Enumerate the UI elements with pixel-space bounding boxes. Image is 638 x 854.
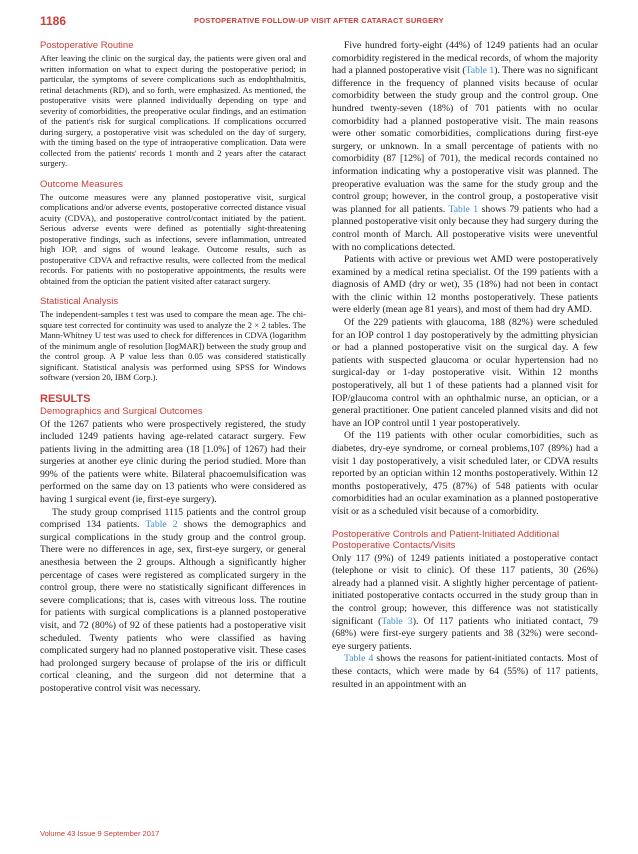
statistical-analysis-section: [40, 296, 306, 383]
amd-paragraph: Patients with active or previous wet AMD were postoperatively examined by a medical retina specialist. Of the 199 patients with a diagnosis of AMD (dry or wet), 35 (18%) had not been in contact with the clinic within 12 months postoperatively. These patients were elderly (mean age 81 years), and most of them had dry AMD.: [332, 254, 598, 316]
page-header: [40, 14, 598, 34]
statistical-analysis-heading: Statistical Analysis: [40, 296, 119, 307]
results-heading: RESULTS: [40, 392, 91, 405]
outcome-measures-heading: Outcome Measures: [40, 178, 123, 190]
results-paragraph-1: Of the 1267 patients who were prospectively registered, the study included 1249 patients having age-related cataract surgery. Few patients living in the admitting area (18 [1.0%] of 1267) had their surgeries at another eye clinic during the period studied. More than 99% of the patients were white. Bilateral phacoemulsification was performed on the same day on 13 patients who were considered as having 1 surgical event (ie, first-eye surgery).: [40, 418, 306, 506]
table-2-link[interactable]: Table 2: [145, 519, 178, 531]
comorbidity-paragraph: Five hundred forty-eight (44%) of 1249 patients had an ocular comorbidity registered in the medical records, of whom the majority had a planned postoperative visit (Table 1). There was no significant difference in the frequency of planned visits because of ocular comorbidity between the study group and the control group. One hundred twenty-seven (18%) of 701 patients with no ocular comorbidity had a planned postoperative visit. The main reasons were other somatic comorbidities, complications during first-eye surgery, or unknown. In a small percentage of patients with no comorbidity (87 [12%] of 701), the medical records contained no information indicating why a postoperative visit was planned. The preoperative evaluation was the same for the study group and the control group; however, in the control group, a postoperative visit was planned for all patients. Table 1 shows 79 patients who had a planned postoperative visit only because they had surgery during the control month of March. All postoperative visits were uneventful with no complications detected.: [332, 40, 598, 253]
table-3-link[interactable]: Table 3: [381, 615, 413, 627]
patient-contacts-heading: Postoperative Controls and Patient-Initiated Additional Postoperative Contacts/Visits: [332, 528, 560, 551]
postoperative-routine-text: After leaving the clinic on the surgical day, the patients were given oral and written information on what to expect during the postoperative period; in particular, the symptoms of severe complications such as endophthalmitis, retinal detachments (RD), and so forth, were emphasized. As mentioned, the postoperative visits were planned individually depending on type and severity of comorbidities, the preoperative ocular findings, and an estimation of the patient's risk for surgical complications. If complications occurred during surgery, a postoperative visit was scheduled on the day of surgery, with the timing based on the type of intraoperative complication. Data were collected from the patients' records 1 month and 2 years after the cataract surgery.: [40, 53, 306, 168]
running-title: POSTOPERATIVE FOLLOW-UP VISIT AFTER CATARACT SURGERY: [194, 16, 444, 25]
table-1-link-second[interactable]: Table 1: [448, 203, 479, 215]
glaucoma-paragraph: Of the 229 patients with glaucoma, 188 (82%) were scheduled for an IOP control 1 day postoperatively by the admitting physician or had a planned postoperative visit on the surgical day. A few patients with suspected glaucoma or ocular hypertension had no surgical-day or 1-day postoperative visit. Within 12 months postoperatively, all but 1 of these patients had a planned visit for IOP/glaucoma control with an ophthalmic nurse, an optician, or a general practitioner. One patient canceled planned visits and did not have an IOP control until 1 year postoperatively.: [332, 317, 598, 429]
patient-contacts-paragraph-2: Table 4 shows the reasons for patient-initiated contacts. Most of these contacts, which were made by 64 (55%) of 117 patients, resulted in an appointment with an: [332, 653, 598, 690]
patient-contacts-paragraph-1: Only 117 (9%) of 1249 patients initiated a postoperative contact (telephone or visit to clinic). Of these 117 patients, 30 (26%) already had a planned visit. A slightly higher percentage of patient-initiated postoperative contacts occurred in the study group than in the control group; however, this difference was not statistically significant (Table 3). Of 117 patients who initiated contact, 79 (68%) were first-eye surgery patients and 38 (32%) were second-eye surgery patients.: [332, 552, 598, 652]
outcome-measures-section: [40, 179, 306, 287]
results-paragraph-2: The study group comprised 1115 patients and the control group comprised 134 patients. Table 2 shows the demographics and surgical complications in the study group and the control group. There were no differences in age, sex, first-eye surgery, or general anesthesia between the 2 groups. Although a significantly higher percentage of cases were registered as complicated surgery in the control group, there were no statistically significant differences in severe complications; that is, cases with vitreous loss. The routine for patients with surgical complications is a planned postoperative visit, and 72 (80%) of 92 of these patients had a postoperative visit scheduled. Twenty patients who were classified as having complicated surgery had no planned postoperative visit. These cases had prolonged surgery because of prolapse of the iris or difficult cortical cleaning, and the surgeon did not determine that a postoperative control visit was necessary.: [40, 506, 306, 694]
table-1-link[interactable]: Table 1: [465, 65, 495, 77]
page-footer: Volume 43 Issue 9 September 2017: [40, 829, 160, 838]
other-comorbidities-paragraph: Of the 119 patients with other ocular comorbidities, such as diabetes, dry-eye syndrome, or corneal problems,107 (89%) had a visit 1 day postoperatively, a visit scheduled later, or CDVA results reported by an optician within 12 months postoperatively. Within 12 months postoperatively, 475 (87%) of 548 patients with ocular comorbidities had an ocular examination as a planned postoperative visit or as a scheduled visit because of a comorbidity.: [332, 430, 598, 517]
postoperative-routine-heading: Postoperative Routine: [40, 40, 134, 51]
table-4-link[interactable]: Table 4: [344, 653, 374, 665]
outcome-measures-text: The outcome measures were any planned postoperative visit, surgical complications and/or adverse events, postoperative corrected distance visual acuity (CDVA), and postoperative control/contact initiated by the patient. Serious adverse events were defined as potentially sight-threatening postoperative findings, such as infections, severe inflammation, untreated high IOP, and signs of wound leakage. Outcome results, such as postoperative CDVA and refractive results, were collected from the medical records. For patients with no postoperative appointments, the results were obtained from the optician the patient visited after cataract surgery.: [40, 191, 306, 286]
right-column: [332, 40, 598, 691]
results-section: [40, 393, 306, 696]
page-number: 1186: [40, 14, 67, 28]
statistical-analysis-text: The independent-samples t test was used to compare the mean age. The chi-square test corrected for continuity was used to analyze the 2 × 2 tables. The Mann-Whitney U test was used to check for differences in CDVA (logarithm of the minimum angle of resolution [logMAR]) between the study group and the control group. A P value less than 0.05 was considered statistically significant. Statistical analysis was performed using SPSS for Windows software (version 20, IBM Corp.).: [40, 309, 306, 382]
postoperative-routine-section: [40, 40, 306, 169]
demographics-heading: Demographics and Surgical Outcomes: [40, 405, 203, 417]
left-column: [40, 40, 306, 696]
